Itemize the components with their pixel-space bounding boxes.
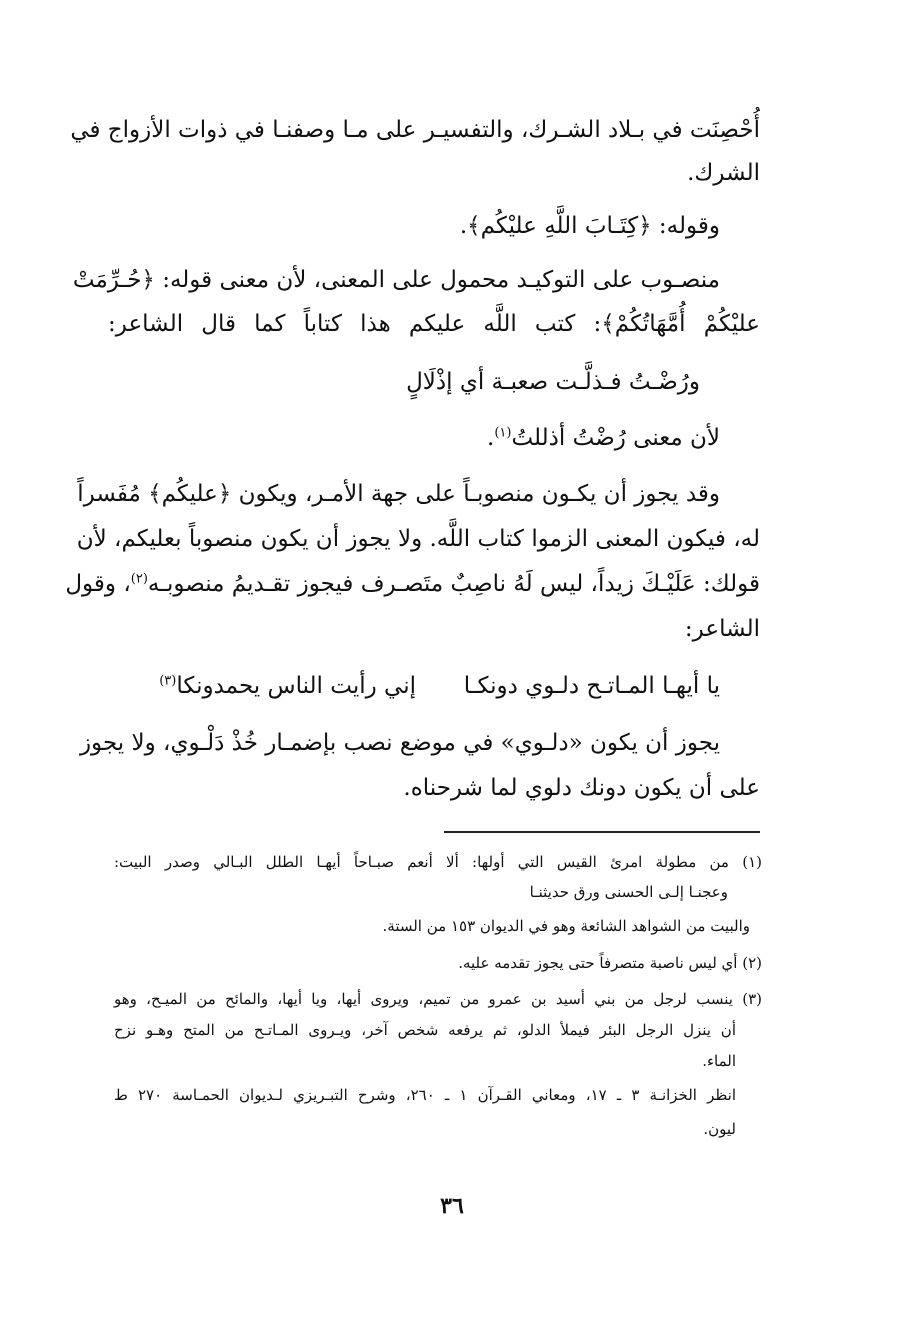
paragraph-3-line-1: منصـوب على التوكيـد محمول على المعنى، لأن معنى قوله: ﴿حُـرِّمَتْ [72, 267, 720, 293]
footnote-marker-3: (٣) [159, 673, 177, 689]
paragraph-5-line-4: الشاعر: [684, 616, 760, 642]
footnote-3-line-2: أن ينزل الرجل البئر فيملأ الدلو، ثم يرفعه شخص آخر، ويـروى المـاتـح من المتح وهـو نزح [114, 1021, 736, 1039]
paragraph-5-line-3 [65, 566, 760, 602]
footnote-1-line-1: (١) من مطولة امرئ القيس التي أولها: ألا أنعم صبـاحاً أيهـا الطلل البـالي وصدر البيت: [114, 853, 762, 871]
verse-1: ورُضْـتُ فـذلَّـت صعبـة أي إذْلَالٍ [406, 369, 700, 395]
paragraph-4-text: لأن معنى رُضْتُ أذللتُ [511, 425, 720, 451]
footnote-3-line-1: (٣) ينسب لرجل من بني أسيد بن عمرو من تميم، ويروى أيها، ويا أيها، والمائح من الميـح، وهو [114, 990, 762, 1008]
footnote-3-line-4: انظر الخزانـة ٣ ـ ١٧، ومعاني القـرآن ١ ـ ٢٦٠، وشرح التبـريزي لـديوان الحمـاسة ٢٧٠ ط [114, 1086, 737, 1104]
verse-2-hemistich-2 [159, 668, 416, 704]
paragraph-1-line-2: الشرك. [687, 160, 760, 186]
quote-kitab-allah: وقوله: ﴿كِتَـابَ اللَّهِ عليْكُم﴾. [459, 213, 720, 239]
verse-2-hemistich-1: يا أيهـا المـاتـح دلـوي دونكـا [463, 673, 720, 699]
footnote-3-line-5: ليون. [703, 1120, 736, 1138]
paragraph-6-line-1: يجوز أن يكون «دلـوي» في موضع نصب بإضمـار خُذْ دَلْـوي، ولا يجوز [79, 730, 720, 756]
paragraph-3-line-2: عليْكُمْ أُمَّهَاتُكُمْ﴾: كتب اللَّه عليكم هذا كتاباً كما قال الشاعر: [108, 311, 760, 337]
paragraph-6-line-2: على أن يكون دونك دلوي لما شرحناه. [403, 775, 760, 801]
paragraph-4-end: . [487, 425, 495, 451]
paragraph-5-line-3-b: ، وقول [65, 571, 131, 597]
footnote-3-line-3: الماء. [702, 1052, 736, 1070]
paragraph-5-line-3-a: قولك: عَلَيْـكَ زيداً، ليس لَهُ ناصِبٌ متَصـرف فيجوز تقـديمُ منصوبـه [147, 571, 760, 597]
paragraph-5-line-1: وقد يجوز أن يكـون منصوبـاً على جهة الأمـر، ويكون ﴿عليكُم﴾ مُفَسراً [77, 481, 720, 507]
paragraph-1-line-1: أُحْصِنَت في بـلاد الشـرك، والتفسيـر على مـا وصفنـا في ذوات الأزواج في [70, 117, 760, 143]
page-number: ٣٦ [440, 1193, 464, 1219]
verse-2-hemistich-2-text: إني رأيت الناس يحمدونكا [176, 673, 416, 699]
footnote-1-line-3: والبيت من الشواهد الشائعة وهو في الديوان ١٥٣ من الستة. [382, 917, 750, 935]
paragraph-4 [487, 420, 720, 456]
footnote-2: (٢) أي ليس ناصبة متصرفاً حتى يجوز تقدمه عليه. [458, 954, 762, 972]
footnote-separator [444, 831, 760, 833]
paragraph-5-line-2: له، فيكون المعنى الزموا كتاب اللَّه. ولا يجوز أن يكون منصوباً بعليكم، لأن [76, 526, 760, 552]
footnote-marker-1: (١) [494, 425, 512, 441]
footnote-marker-2: (٢) [130, 571, 148, 587]
footnote-1-verse: وعجنـا إلـى الحسنى ورق حديثنـا [529, 883, 728, 901]
